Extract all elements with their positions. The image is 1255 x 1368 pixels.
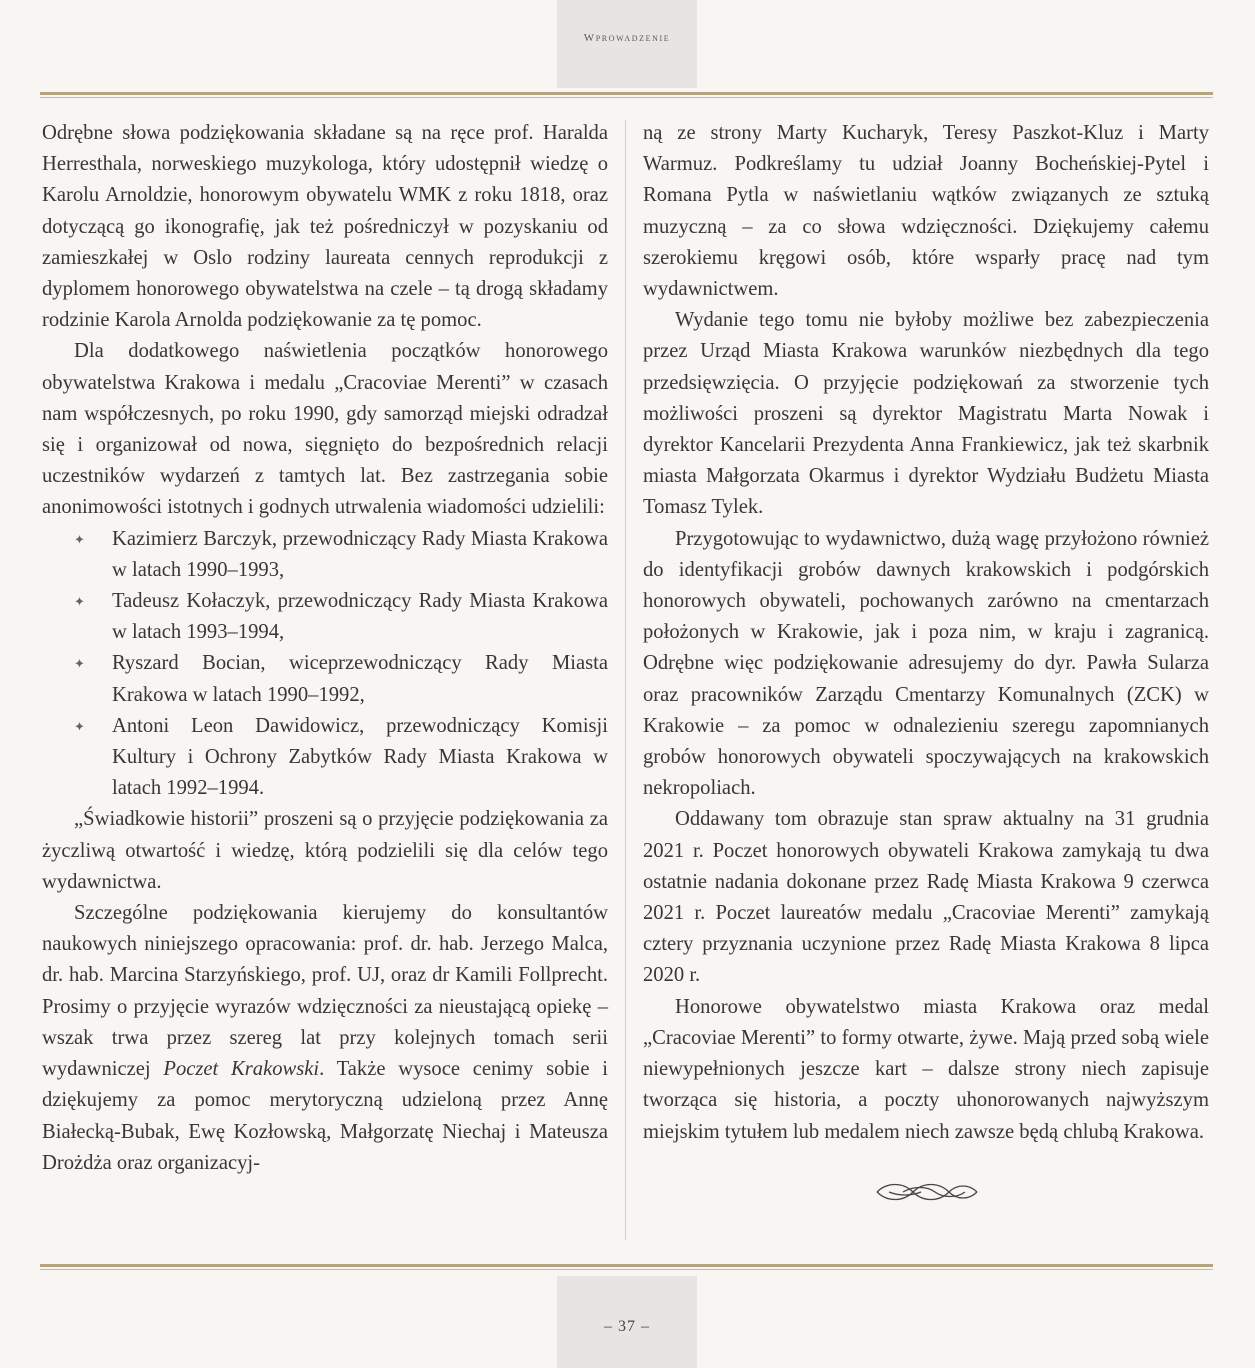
paragraph: Odrębne słowa podziękowania składane są na ręce prof. Haralda Herresthala, norweskiego muzykologa, który udostępnił wiedzę o Karolu Arnoldzie, honorowym obywatelu WMK z roku 1818, oraz dotyczącą go ikonografię, jak też pośredniczył w pozyskaniu od zamieszkałej w Oslo rodziny laureata cennych reprodukcji z dyplomem honorowego obywatelstwa na czele – tą drogą składamy rodzinie Karola Arnolda podziękowanie za tę pomoc. (42, 122, 608, 332)
list-item: ✦ Tadeusz Kołaczyk, przewodniczący Rady Miasta Krakowa w latach 1993–1994, (42, 586, 608, 648)
top-rule (40, 92, 1213, 98)
bullet-icon: ✦ (74, 531, 85, 547)
series-title: Poczet Krakowski (163, 1058, 320, 1081)
left-column (42, 118, 608, 1179)
header-band (557, 0, 697, 88)
list-item: ✦ Kazimierz Barczyk, przewodniczący Rady Miasta Krakowa w latach 1990–1993, (42, 524, 608, 586)
flourish-ornament-icon (873, 1180, 981, 1204)
bottom-rule (40, 1264, 1213, 1270)
paragraph: Szczególne podziękowania kierujemy do konsultantów naukowych niniejszego opracowania: prof. dr. hab. Jerzego Malca, dr. hab. Marcina Starzyńskiego, prof. UJ, oraz dr Kamili Follprecht. Prosimy o przyjęcie wyrazów wdzięczności za nieustającą opiekę – wszak trwa przez szereg lat przy kolejnych tomach serii wydawniczej Poczet Krakowski. Także wysoce cenimy sobie i dziękujemy za pomoc merytoryczną udzieloną przez Annę Białecką-Bubak, Ewę Kozłowską, Małgorzatę Niechaj i Mateusza Drożdża oraz organizacyj- (42, 902, 609, 1174)
bullet-icon: ✦ (74, 594, 85, 610)
paragraph: ną ze strony Marty Kucharyk, Teresy Paszkot-Kluz i Marty Warmuz. Podkreślamy tu udział Joanny Bocheńskiej-Pytel i Romana Pytla w naświetlaniu wątków związanych ze sztuką muzyczną – za co słowa wdzięczności. Dziękujemy całemu szerokiemu kręgowi osób, które wsparły pracę nad tym wydawnictwem. (643, 122, 1209, 301)
paragraph: Oddawany tom obrazuje stan spraw aktualny na 31 grudnia 2021 r. Poczet honorowych obywateli Krakowa zamykają tu dwa ostatnie nadania dokonane przez Radę Miasta Krakowa 9 czerwca 2021 r. Poczet laureatów medalu „Cracoviae Merenti” zamykają cztery przyznania uczynione przez Radę Miasta Krakowa 8 lipca 2020 r. (643, 808, 1209, 987)
running-title: Wprowadzenie (583, 32, 671, 44)
list-item: ✦ Ryszard Bocian, wiceprzewodniczący Rady Miasta Krakowa w latach 1990–1992, (42, 648, 608, 710)
paragraph: Dla dodatkowego naświetlenia początków honorowego obywatelstwa Krakowa i medalu „Cracoviae Merenti” w czasach nam współczesnych, po roku 1990, gdy samorząd miejski odradzał się i organizował od nowa, sięgnięto do bezpośrednich relacji uczestników wydarzeń z tamtych lat. Bez zastrzegania sobie anonimowości istotnych i godnych utrwalenia wiadomości udzielili: (42, 340, 608, 519)
list-item: ✦ Antoni Leon Dawidowicz, przewodniczący Komisji Kultury i Ochrony Zabytków Rady Miasta Krakowa w latach 1992–1994. (42, 711, 608, 805)
paragraph: „Świadkowie historii” proszeni są o przyjęcie podziękowania za życzliwą otwartość i wiedzę, którą podzielili się dla celów tego wydawnictwa. (42, 808, 608, 893)
column-divider (625, 120, 626, 1240)
right-column (643, 118, 1209, 1148)
bullet-icon: ✦ (74, 656, 85, 672)
paragraph: Przygotowując to wydawnictwo, dużą wagę przyłożono również do identyfikacji grobów dawnych krakowskich i podgórskich honorowych obywateli, pochowanych zarówno na cmentarzach położonych w Krakowie, jak i poza nim, w kraju i zagranicą. Odrębne więc podziękowanie adresujemy do dyr. Pawła Sularza oraz pracowników Zarządu Cmentarzy Komunalnych (ZCK) w Krakowie – za pomoc w odnalezieniu szeregu zapomnianych grobów honorowych obywateli spoczywających na krakowskich nekropoliach. (643, 527, 1209, 800)
paragraph: Wydanie tego tomu nie byłoby możliwe bez zabezpieczenia przez Urząd Miasta Krakowa warunków niezbędnych dla tego przedsięwzięcia. O przyjęcie podziękowań za stworzenie tych możliwości proszeni są dyrektor Magistratu Marta Nowak i dyrektor Kancelarii Prezydenta Anna Frankiewicz, jak też skarbnik miasta Małgorzata Okarmus i dyrektor Wydziału Budżetu Miasta Tomasz Tylek. (643, 309, 1209, 519)
paragraph: Honorowe obywatelstwo miasta Krakowa oraz medal „Cracoviae Merenti” to formy otwarte, żywe. Mają przed sobą wiele niewypełnionych jeszcze kart – dalsze strony niech zapisuje tworząca się historia, a poczty uhonorowanych najwyższym miejskim tytułem lub medalem niech zawsze będą chlubą Krakowa. (643, 995, 1209, 1143)
bullet-icon: ✦ (74, 718, 85, 734)
witness-list (42, 524, 608, 805)
page-number: – 37 – (604, 1318, 650, 1335)
